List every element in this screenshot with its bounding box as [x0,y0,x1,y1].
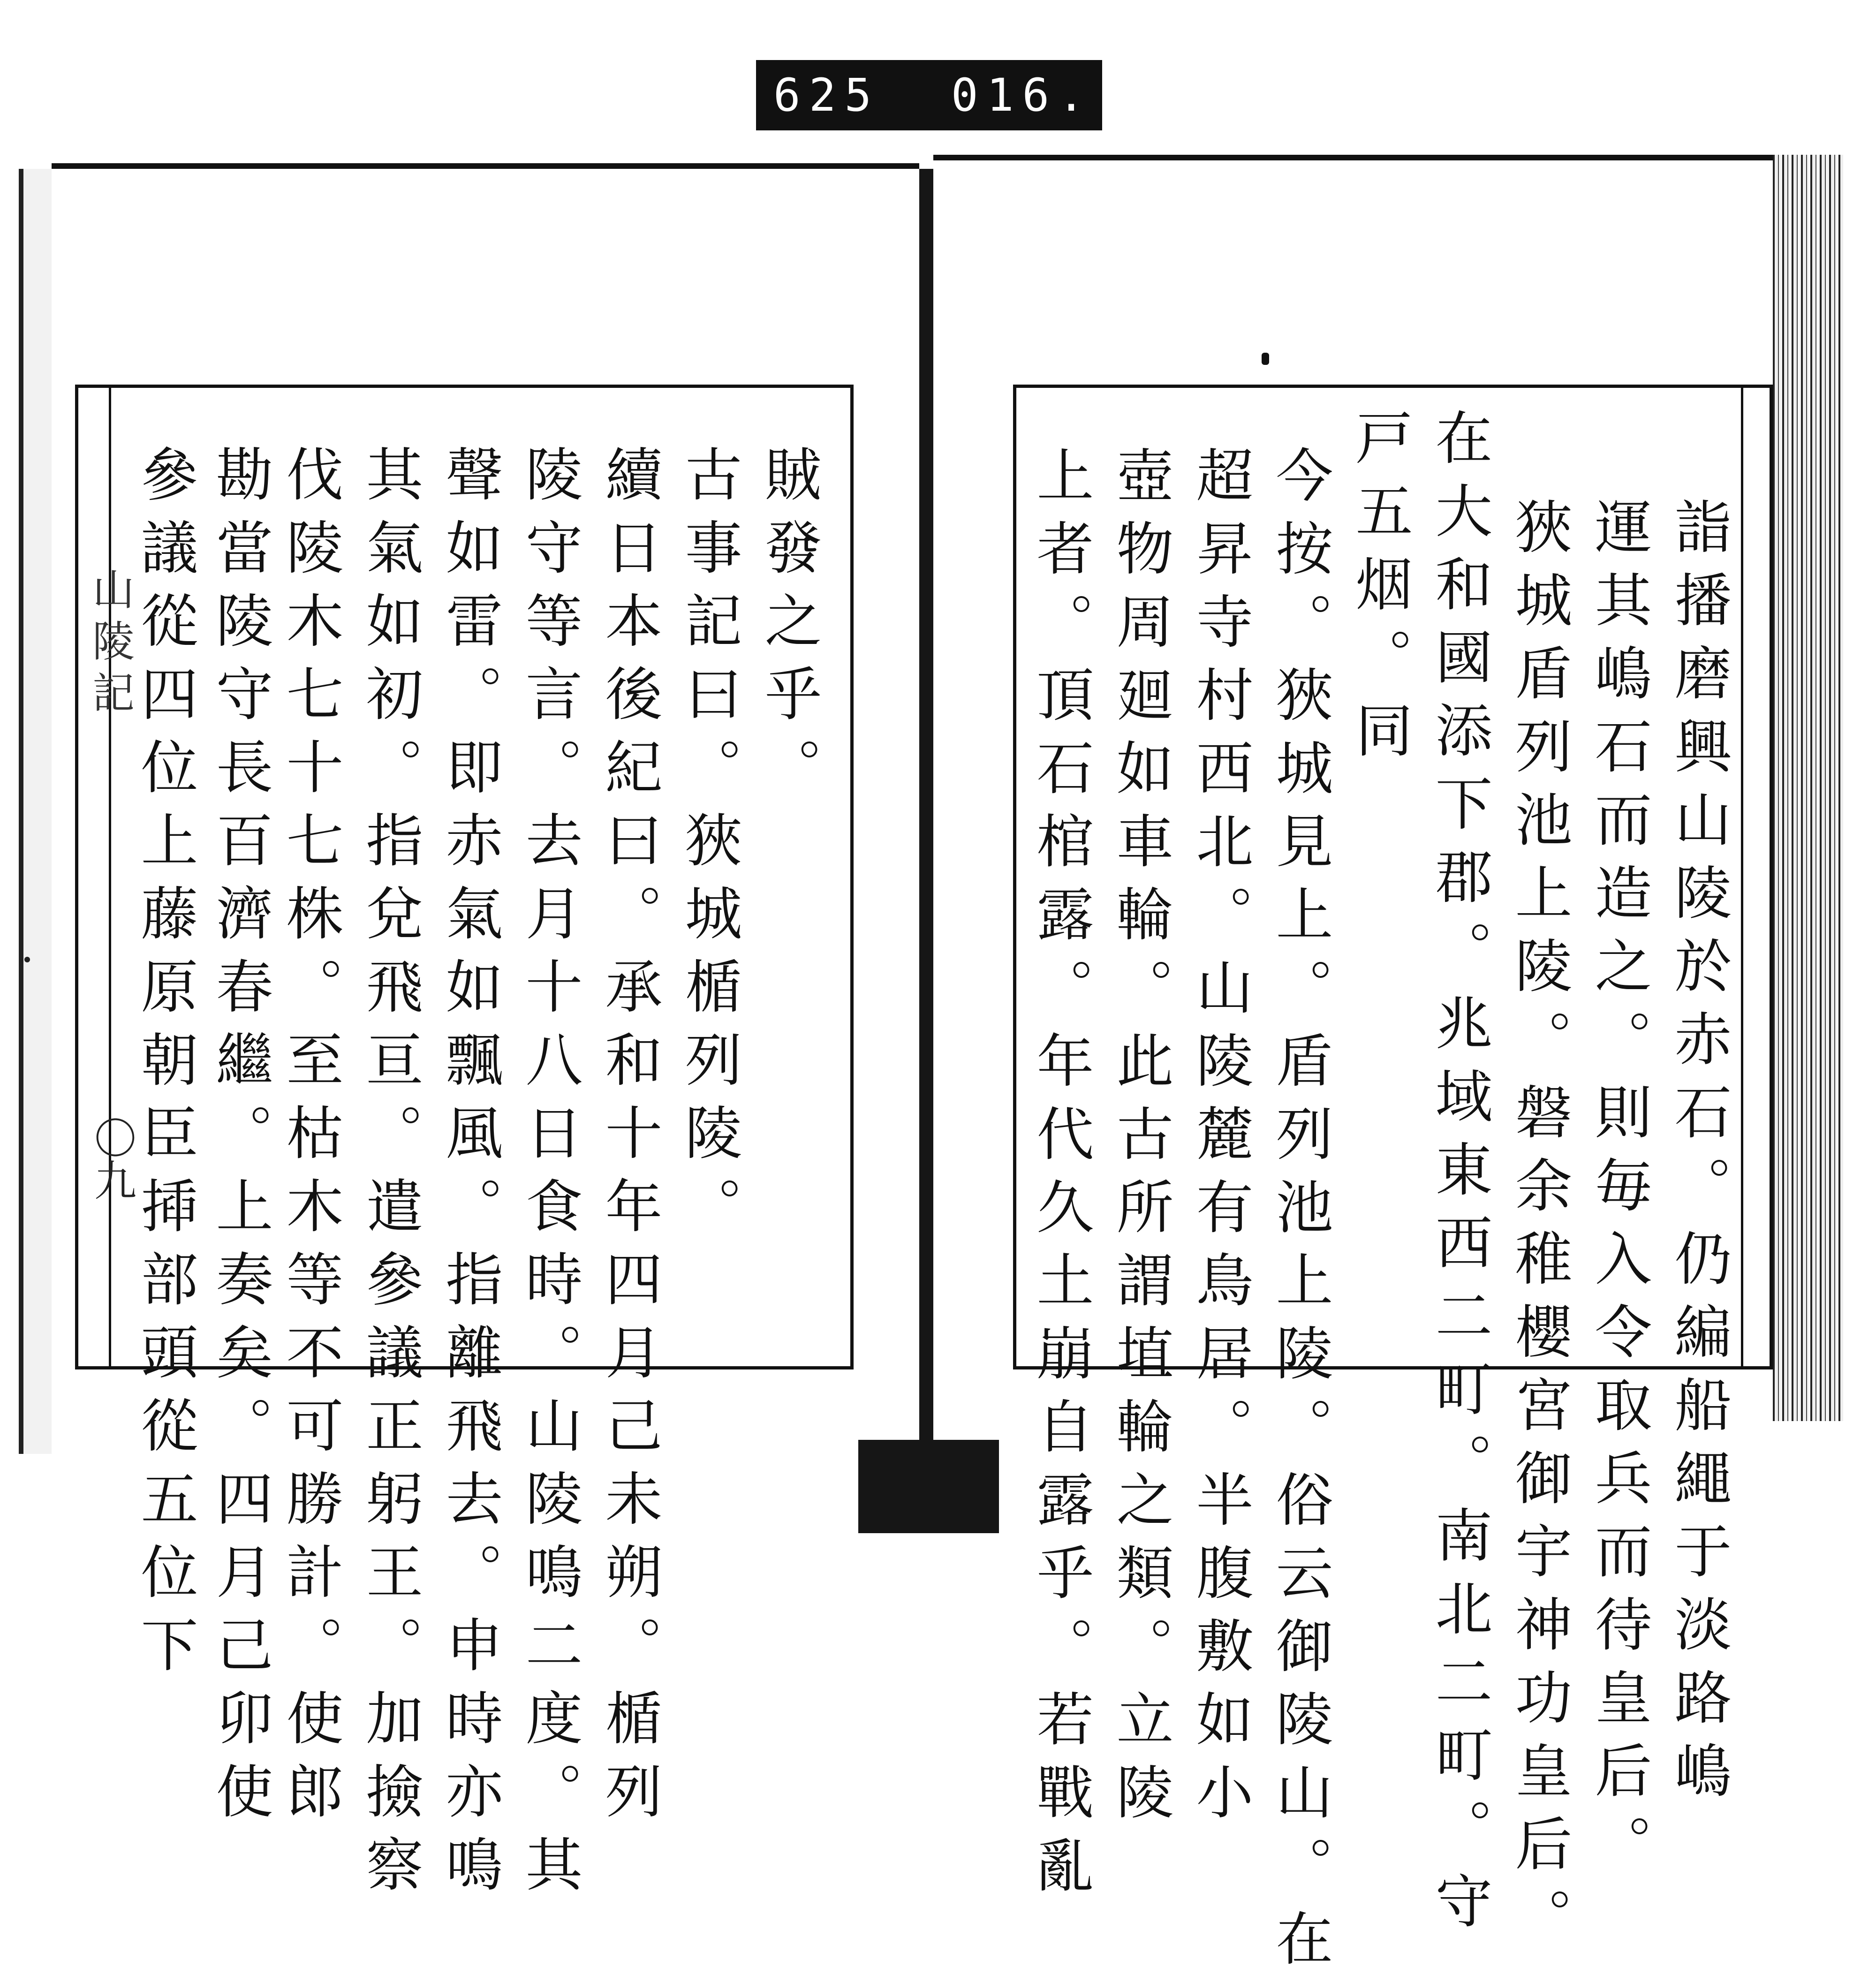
left-column-5: 聲如雷。即赤氣如飄風。指離飛去。申時亦鳴 [436,445,503,1908]
left-column-8: 勘當陵守長百濟春繼。上奏矣。四月己卯使 [206,445,273,1835]
right-column-9: 上者。頂石棺露。年代久土崩自露乎。若戰亂 [1027,446,1094,1909]
right-page-stack [1773,155,1843,1421]
right-column-5: 戸五烟。同 [1346,408,1413,774]
right-column-7: 超昇寺村西北。山陵麓有鳥居。半腹敷如小 [1187,446,1253,1836]
margin-title: 山陵記 [85,567,134,722]
left-column-6: 其氣如初。指兌飛亘。遣參議正躬王。加撿察 [356,445,423,1908]
right-column-4: 在大和國添下郡。兆域東西二町。南北二町。守 [1426,408,1492,1944]
left-inner-rule [109,388,111,1366]
right-column-8: 壺物周廻如車輪。此古所謂埴輪之類。立陵 [1107,446,1173,1836]
left-column-9: 參議從四位上藤原朝臣揷部頭從五位下 [131,445,198,1688]
ink-mark [1262,353,1269,365]
book-spine [919,169,933,1445]
right-inner-rule [1741,388,1743,1366]
right-column-1: 詣播磨興山陵於赤石。仍編船繩于淡路嶋 [1665,497,1732,1814]
left-column-4: 陵守等言。去月十八日食時。山陵鳴二度。其 [516,445,582,1908]
spine-foot-block [858,1440,999,1533]
page-number: 〇九 [87,1116,136,1201]
left-column-7: 伐陵木七十七株。至枯木等不可勝計。使郎 [277,445,343,1835]
right-column-6: 今按。狹城見上。盾列池上陵。俗云御陵山。在 [1266,446,1333,1982]
microfilm-frame-label: 625 016. [756,60,1102,130]
left-column-3: 續日本後紀曰。承和十年四月己未朔。楯列 [596,445,662,1835]
left-column-2: 古事記曰。狹城楯列陵。 [675,445,742,1249]
ink-stain [24,957,30,962]
right-column-3: 狹城盾列池上陵。磐余稚櫻宮御宇神功皇后。 [1505,497,1572,1960]
right-column-2: 運其嶋石而造之。則毎入令取兵而待皇后。 [1585,497,1652,1887]
left-column-1: 賊發之乎。 [755,445,822,810]
